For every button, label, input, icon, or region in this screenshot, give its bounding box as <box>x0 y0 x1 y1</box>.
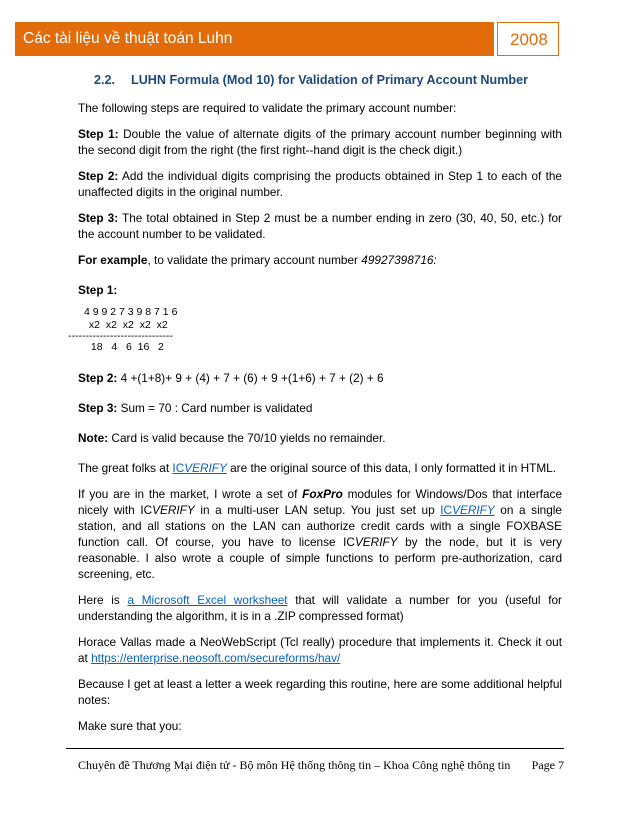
step1-paragraph <box>78 126 562 158</box>
step2-paragraph <box>78 168 562 200</box>
calc-multipliers: x2 x2 x2 x2 x2 <box>86 319 168 331</box>
calc-products: 18 4 6 16 2 <box>88 341 164 353</box>
example-step2-label: Step 2: <box>78 371 118 385</box>
step3-text: The total obtained in Step 2 must be a number ending in zero (30, 40, 50, etc.) for the account number to be validated. <box>78 211 562 241</box>
section-heading <box>94 72 562 88</box>
neosoft-link[interactable]: https://enterprise.neosoft.com/secureforms/hav/ <box>91 651 341 665</box>
section-title: LUHN Formula (Mod 10) for Validation of Primary Account Number <box>131 73 528 87</box>
example-step2-paragraph <box>78 370 562 386</box>
section-number: 2.2. <box>94 73 116 87</box>
footer-text: Chuyên đề Thương Mại điện tử - Bộ môn Hệ thống thông tin – Khoa Công nghệ thông tin <box>78 758 511 772</box>
note-text: Card is valid because the 70/10 yields no remainder. <box>108 431 386 445</box>
icverify-link-2[interactable] <box>440 503 494 517</box>
document-body <box>68 64 563 744</box>
market-text-2: modules for Windows/Dos that interface nicely with IC <box>78 487 563 517</box>
market-text-1: If you are in the market, I wrote a set of <box>78 487 303 501</box>
example-step1-label: Step 1: <box>78 283 118 297</box>
horace-paragraph <box>78 634 562 666</box>
example-paragraph <box>78 252 562 268</box>
step1-label: Step 1: <box>78 127 119 141</box>
foxpro-text: FoxPro <box>302 487 343 501</box>
header-title: Các tài liệu về thuật toán Luhn <box>15 22 494 56</box>
icverify-link-2-verify[interactable]: VERIFY <box>452 503 495 517</box>
example-label: For example <box>78 253 148 267</box>
verify-text-2: VERIFY <box>354 535 398 549</box>
source-paragraph <box>78 460 562 476</box>
intro-paragraph: The following steps are required to validate the primary account number: <box>78 101 457 115</box>
verify-text-1: VERIFY <box>152 503 195 517</box>
step2-text: Add the individual digits comprising the products obtained in Step 1 to each of the unaffected digits in the original number. <box>78 169 562 199</box>
icverify-link-verify[interactable]: VERIFY <box>184 461 227 475</box>
example-step2-text: 4 +(1+8)+ 9 + (4) + 7 + (6) + 9 +(1+6) + 7 + (2) + 6 <box>117 371 384 385</box>
header-year: 2008 <box>497 22 559 56</box>
calc-digits: 4 9 9 2 7 3 9 8 7 1 6 <box>84 306 178 318</box>
note-paragraph <box>78 430 562 446</box>
step1-text: Double the value of alternate digits of the primary account number beginning with the second digit from the right (the first right--hand digit is the check digit.) <box>78 127 562 157</box>
step3-label: Step 3: <box>78 211 119 225</box>
market-text-5: by the node, but it is very reasonable. I also wrote a couple of simple functions to perform pre-authorization, card screening, etc. <box>78 535 562 581</box>
excel-paragraph <box>78 592 562 624</box>
example-number: 49927398716: <box>361 253 437 267</box>
icverify-link-ic[interactable]: IC <box>172 461 185 475</box>
example-step3-label: Step 3: <box>78 401 118 415</box>
excel-after: that will validate a number for you (useful for understanding the algorithm, it is in a .ZIP compressed format) <box>78 593 562 623</box>
calculation-block <box>68 306 562 354</box>
excel-before: Here is <box>78 593 128 607</box>
example-step1-label-paragraph <box>78 282 562 298</box>
icverify-link[interactable] <box>172 461 226 475</box>
example-step3-text: Sum = 70 : Card number is validated <box>117 401 313 415</box>
market-text-3: in a multi-user LAN setup. You just set up <box>194 503 441 517</box>
make-sure-paragraph: Make sure that you: <box>78 719 182 733</box>
horace-text: Horace Vallas made a NeoWebScript (Tcl really) procedure that implements it. Check it out at <box>78 635 562 665</box>
page-number: Page 7 <box>531 758 564 772</box>
market-text-4: on a single station, and all stations on the LAN can authorize credit cards with a single FOXBASE function call. Of course, you have to license IC <box>78 503 562 549</box>
step2-label: Step 2: <box>78 169 119 183</box>
page-header <box>15 22 559 56</box>
calc-divider: ------------------------------ <box>68 330 173 342</box>
example-text: , to validate the primary account number <box>147 253 362 267</box>
note-label: Note: <box>78 431 109 445</box>
page-footer <box>66 748 564 772</box>
icverify-link-2-ic[interactable]: IC <box>440 503 453 517</box>
step3-paragraph <box>78 210 562 242</box>
example-step3-paragraph <box>78 400 562 416</box>
because-paragraph: Because I get at least a letter a week regarding this routine, here are some additional helpful notes: <box>78 677 562 707</box>
source-before: The great folks at <box>78 461 173 475</box>
source-after: are the original source of this data, I only formatted it in HTML. <box>226 461 556 475</box>
market-paragraph <box>78 486 562 582</box>
excel-worksheet-link[interactable]: a Microsoft Excel worksheet <box>127 593 288 607</box>
